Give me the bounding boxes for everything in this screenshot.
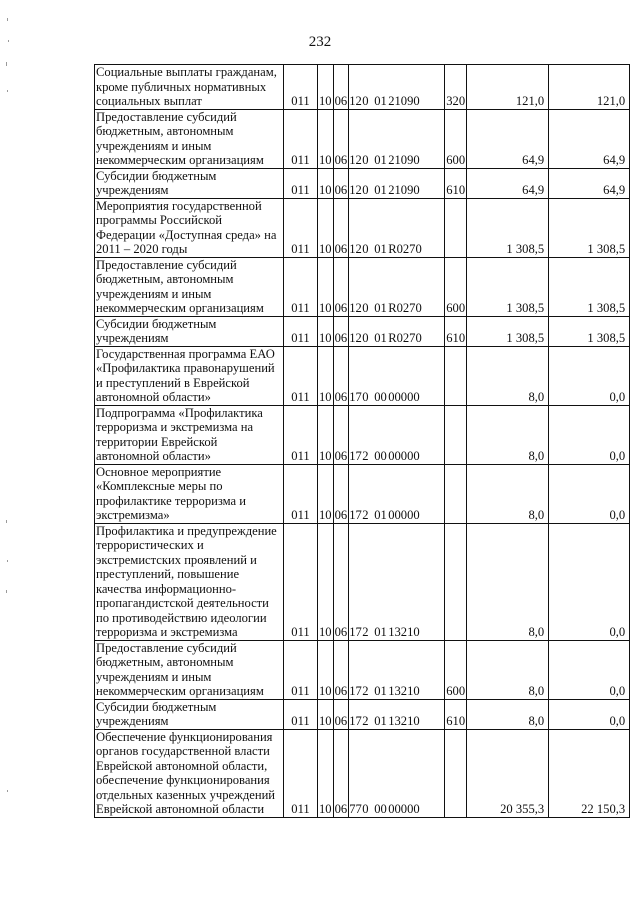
target-article-part: R0270 — [388, 301, 422, 315]
section-code-cell: 10 — [318, 316, 334, 346]
ministry-code-cell: 011 — [284, 168, 318, 198]
row-name-line: учреждениям — [96, 183, 169, 197]
subsection-code-cell: 06 — [333, 168, 349, 198]
target-article-part: 21090 — [388, 94, 420, 108]
amount-cell-second: 0,0 — [549, 405, 630, 464]
row-name-line: Еврейской автономной области, — [96, 758, 268, 773]
table-row — [95, 109, 630, 168]
target-article-part: 01 — [374, 508, 387, 522]
row-name-line: и преступлений в Еврейской — [96, 375, 250, 390]
table-row — [95, 523, 630, 640]
ministry-code-cell: 011 — [284, 729, 318, 817]
target-article-part: 21090 — [388, 183, 420, 197]
target-article-cell — [349, 316, 445, 346]
row-name-line: Федерации «Доступная среда» на — [96, 227, 277, 242]
target-article-part: 01 — [374, 301, 387, 315]
ministry-code-cell: 011 — [284, 198, 318, 257]
row-name-line: террористических и — [96, 538, 204, 552]
subsection-code-cell: 06 — [333, 464, 349, 523]
row-name-line: экстремизма» — [96, 508, 170, 522]
row-name-line: Социальные выплаты гражданам, — [96, 65, 277, 79]
target-article-part: 17 — [349, 684, 362, 698]
amount-cell-first: 1 308,5 — [467, 257, 549, 316]
amount-cell-first: 8,0 — [467, 523, 549, 640]
table-row — [95, 65, 630, 110]
row-name-line: Еврейской автономной области — [96, 802, 265, 816]
target-article-part: 01 — [374, 684, 387, 698]
amount-cell-first: 121,0 — [467, 65, 549, 110]
row-name-line: учреждениям и иным — [96, 286, 212, 301]
row-name-line: Предоставление субсидий — [96, 109, 237, 124]
row-name-cell — [95, 640, 284, 699]
target-article-part: 12 — [349, 183, 362, 197]
subsection-code-cell: 06 — [333, 523, 349, 640]
row-name-cell — [95, 464, 284, 523]
amount-cell-second: 1 308,5 — [549, 316, 630, 346]
subsection-code-cell: 06 — [333, 346, 349, 405]
target-article-part: 13210 — [388, 684, 420, 698]
target-article-part: 2 — [362, 508, 369, 522]
row-name-line: Субсидии бюджетным — [96, 699, 217, 714]
row-name-line: Основное мероприятие — [96, 464, 222, 479]
ministry-code-cell: 011 — [284, 109, 318, 168]
amount-cell-first: 64,9 — [467, 168, 549, 198]
target-article-part: 12 — [349, 301, 362, 315]
row-name-line: экстремистских проявлений и — [96, 552, 257, 567]
target-article-cell — [349, 65, 445, 110]
budget-table — [94, 64, 630, 818]
target-article-part: 12 — [349, 242, 362, 256]
row-name-cell — [95, 316, 284, 346]
row-name-line: учреждениям и иным — [96, 138, 212, 153]
expense-type-cell: 600 — [445, 109, 467, 168]
row-name-line: Обеспечение функционирования — [96, 729, 273, 744]
table-row — [95, 346, 630, 405]
target-article-cell — [349, 729, 445, 817]
target-article-part: 01 — [374, 183, 387, 197]
amount-cell-first: 8,0 — [467, 464, 549, 523]
expense-type-cell: 610 — [445, 316, 467, 346]
amount-cell-first: 8,0 — [467, 405, 549, 464]
target-article-part: 0 — [362, 242, 369, 256]
target-article-part: 12 — [349, 153, 362, 167]
target-article-cell — [349, 640, 445, 699]
table-row — [95, 168, 630, 198]
target-article-part: 00 — [374, 802, 387, 816]
amount-cell-second: 0,0 — [549, 640, 630, 699]
table-row — [95, 729, 630, 817]
target-article-part: 0 — [362, 331, 369, 345]
target-article-part: 01 — [374, 242, 387, 256]
target-article-part: 17 — [349, 390, 362, 404]
target-article-part: 00 — [374, 390, 387, 404]
amount-cell-first: 20 355,3 — [467, 729, 549, 817]
row-name-cell — [95, 346, 284, 405]
target-article-part: 01 — [374, 153, 387, 167]
row-name-line: Профилактика и предупреждение — [96, 523, 277, 538]
expense-type-cell: 600 — [445, 640, 467, 699]
table-row — [95, 464, 630, 523]
target-article-cell — [349, 405, 445, 464]
subsection-code-cell: 06 — [333, 257, 349, 316]
page-number: 232 — [308, 34, 332, 50]
row-name-line: «Комплексные меры по — [96, 479, 223, 493]
subsection-code-cell: 06 — [333, 198, 349, 257]
row-name-line: кроме публичных нормативных — [96, 79, 267, 94]
expense-type-cell: 610 — [445, 168, 467, 198]
expense-type-cell: 610 — [445, 699, 467, 729]
expense-type-cell — [445, 346, 467, 405]
target-article-part: 0 — [362, 183, 369, 197]
table-row — [95, 316, 630, 346]
target-article-cell — [349, 464, 445, 523]
subsection-code-cell: 06 — [333, 405, 349, 464]
row-name-line: обеспечение функционирования — [96, 773, 270, 787]
ministry-code-cell: 011 — [284, 346, 318, 405]
row-name-line: программы Российской — [96, 213, 222, 227]
section-code-cell: 10 — [318, 405, 334, 464]
expense-type-cell: 320 — [445, 65, 467, 110]
target-article-part: 0 — [362, 94, 369, 108]
table-row — [95, 640, 630, 699]
amount-cell-second: 0,0 — [549, 464, 630, 523]
target-article-part: 12 — [349, 94, 362, 108]
target-article-part: 00000 — [388, 390, 420, 404]
row-name-line: Мероприятия государственной — [96, 198, 262, 213]
row-name-cell — [95, 699, 284, 729]
row-name-line: Предоставление субсидий — [96, 640, 237, 655]
target-article-part: 2 — [362, 714, 369, 728]
section-code-cell: 10 — [318, 464, 334, 523]
row-name-line: некоммерческим организациям — [96, 153, 264, 167]
row-name-line: социальных выплат — [96, 94, 202, 108]
ministry-code-cell: 011 — [284, 65, 318, 110]
row-name-cell — [95, 65, 284, 110]
amount-cell-first: 8,0 — [467, 699, 549, 729]
section-code-cell: 10 — [318, 346, 334, 405]
row-name-line: по противодействию идеологии — [96, 610, 267, 625]
amount-cell-second: 1 308,5 — [549, 198, 630, 257]
ministry-code-cell: 011 — [284, 316, 318, 346]
row-name-cell — [95, 109, 284, 168]
expense-type-cell — [445, 405, 467, 464]
target-article-part: 01 — [374, 94, 387, 108]
target-article-part: 0 — [362, 390, 369, 404]
row-name-line: Субсидии бюджетным — [96, 316, 217, 331]
amount-cell-second: 0,0 — [549, 699, 630, 729]
target-article-part: 00000 — [388, 508, 420, 522]
target-article-part: 0 — [362, 802, 369, 816]
row-name-line: терроризма и экстремизма на — [96, 420, 254, 434]
subsection-code-cell: 06 — [333, 109, 349, 168]
target-article-part: 00 — [374, 449, 387, 463]
section-code-cell: 10 — [318, 523, 334, 640]
row-name-line: учреждениям и иным — [96, 669, 212, 684]
target-article-part: 01 — [374, 625, 387, 639]
amount-cell-second: 1 308,5 — [549, 257, 630, 316]
target-article-cell — [349, 699, 445, 729]
target-article-part: 17 — [349, 625, 362, 639]
expense-type-cell — [445, 523, 467, 640]
row-name-line: автономной области» — [96, 390, 211, 404]
ministry-code-cell: 011 — [284, 405, 318, 464]
scan-edge-marks — [4, 0, 12, 905]
amount-cell-second: 22 150,3 — [549, 729, 630, 817]
amount-cell-second: 0,0 — [549, 346, 630, 405]
row-name-line: автономной области» — [96, 449, 211, 463]
amount-cell-second: 64,9 — [549, 109, 630, 168]
amount-cell-first: 1 308,5 — [467, 198, 549, 257]
row-name-line: бюджетным, автономным — [96, 655, 234, 669]
target-article-part: 17 — [349, 714, 362, 728]
expense-type-cell — [445, 198, 467, 257]
amount-cell-first: 8,0 — [467, 640, 549, 699]
amount-cell-second: 0,0 — [549, 523, 630, 640]
row-name-cell — [95, 257, 284, 316]
target-article-part: 00000 — [388, 449, 420, 463]
row-name-cell — [95, 168, 284, 198]
row-name-line: учреждениям — [96, 714, 169, 728]
target-article-part: 2 — [362, 449, 369, 463]
row-name-line: некоммерческим организациям — [96, 684, 264, 698]
target-article-part: 0 — [362, 153, 369, 167]
row-name-line: профилактике терроризма и — [96, 493, 247, 508]
section-code-cell: 10 — [318, 168, 334, 198]
subsection-code-cell: 06 — [333, 699, 349, 729]
expense-type-cell — [445, 464, 467, 523]
row-name-line: территории Еврейской — [96, 434, 218, 449]
target-article-cell — [349, 198, 445, 257]
expense-type-cell: 600 — [445, 257, 467, 316]
ministry-code-cell: 011 — [284, 699, 318, 729]
amount-cell-second: 64,9 — [549, 168, 630, 198]
row-name-line: пропагандистской деятельности — [96, 596, 269, 610]
row-name-line: Предоставление субсидий — [96, 257, 237, 272]
target-article-part: 01 — [374, 331, 387, 345]
row-name-line: 2011 – 2020 годы — [96, 242, 188, 256]
subsection-code-cell: 06 — [333, 316, 349, 346]
amount-cell-first: 64,9 — [467, 109, 549, 168]
table-row — [95, 405, 630, 464]
target-article-cell — [349, 168, 445, 198]
row-name-cell — [95, 729, 284, 817]
row-name-line: Подпрограмма «Профилактика — [96, 405, 263, 420]
target-article-part: 01 — [374, 714, 387, 728]
row-name-line: Государственная программа ЕАО — [96, 346, 275, 361]
section-code-cell: 10 — [318, 699, 334, 729]
section-code-cell: 10 — [318, 640, 334, 699]
row-name-line: бюджетным, автономным — [96, 272, 234, 286]
ministry-code-cell: 011 — [284, 640, 318, 699]
target-article-part: 17 — [349, 508, 362, 522]
target-article-part: 77 — [349, 802, 362, 816]
row-name-line: преступлений, повышение — [96, 567, 240, 581]
target-article-part: 21090 — [388, 153, 420, 167]
row-name-line: терроризма и экстремизма — [96, 625, 238, 639]
target-article-part: 13210 — [388, 625, 420, 639]
target-article-part: 2 — [362, 625, 369, 639]
row-name-line: бюджетным, автономным — [96, 124, 234, 138]
ministry-code-cell: 011 — [284, 257, 318, 316]
section-code-cell: 10 — [318, 257, 334, 316]
subsection-code-cell: 06 — [333, 640, 349, 699]
section-code-cell: 10 — [318, 109, 334, 168]
row-name-line: Субсидии бюджетным — [96, 168, 217, 183]
target-article-part: 12 — [349, 331, 362, 345]
expense-type-cell — [445, 729, 467, 817]
row-name-line: «Профилактика правонарушений — [96, 361, 275, 375]
target-article-part: 2 — [362, 684, 369, 698]
row-name-line: отдельных казенных учреждений — [96, 787, 276, 802]
target-article-part: 13210 — [388, 714, 420, 728]
amount-cell-first: 1 308,5 — [467, 316, 549, 346]
section-code-cell: 10 — [318, 729, 334, 817]
target-article-cell — [349, 257, 445, 316]
budget-table-body — [95, 65, 630, 818]
section-code-cell: 10 — [318, 65, 334, 110]
subsection-code-cell: 06 — [333, 65, 349, 110]
target-article-cell — [349, 346, 445, 405]
target-article-cell — [349, 109, 445, 168]
row-name-cell — [95, 405, 284, 464]
table-row — [95, 257, 630, 316]
subsection-code-cell: 06 — [333, 729, 349, 817]
section-code-cell: 10 — [318, 198, 334, 257]
row-name-cell — [95, 198, 284, 257]
row-name-line: органов государственной власти — [96, 744, 270, 758]
target-article-part: R0270 — [388, 331, 422, 345]
target-article-part: 0 — [362, 301, 369, 315]
amount-cell-first: 8,0 — [467, 346, 549, 405]
target-article-part: 17 — [349, 449, 362, 463]
target-article-cell — [349, 523, 445, 640]
ministry-code-cell: 011 — [284, 464, 318, 523]
target-article-part: R0270 — [388, 242, 422, 256]
target-article-part: 00000 — [388, 802, 420, 816]
table-row — [95, 699, 630, 729]
table-row — [95, 198, 630, 257]
ministry-code-cell: 011 — [284, 523, 318, 640]
row-name-line: некоммерческим организациям — [96, 301, 264, 315]
row-name-line: учреждениям — [96, 331, 169, 345]
amount-cell-second: 121,0 — [549, 65, 630, 110]
row-name-cell — [95, 523, 284, 640]
row-name-line: качества информационно- — [96, 581, 237, 596]
